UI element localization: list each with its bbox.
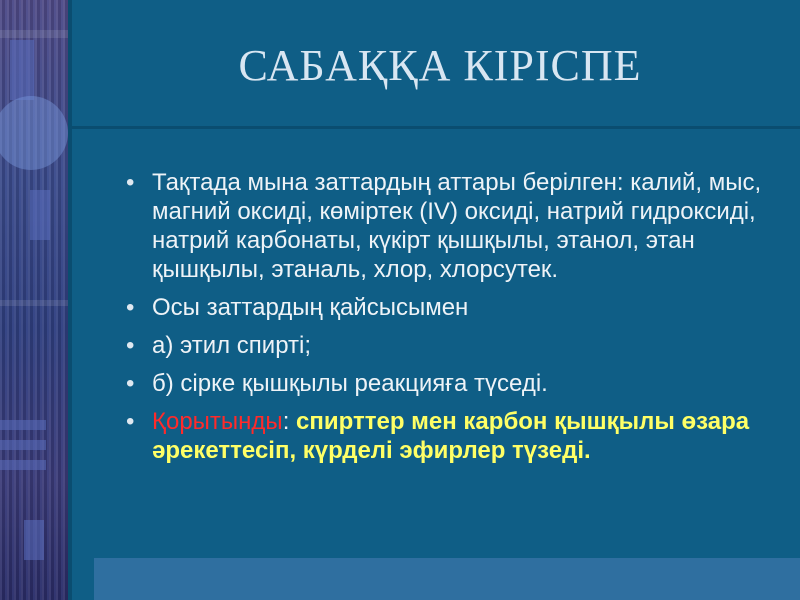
conclusion-text: спирттер мен карбон қышқылы өзара әрекеттесіп, күрделі эфирлер түзеді. (152, 408, 750, 464)
bullet-text: Тақтада мына заттардың аттары берілген: калий, мыс, магний оксиді, көміртек (IV) оксиді, натрий гидроксиді, натрий карбонаты, күкірт қышқылы, этанол, этан қышқылы, этаналь, хлор, хлорсутек. (152, 169, 762, 283)
decorative-stripe (0, 300, 68, 306)
bullet-text: а) этил спирті; (152, 332, 312, 359)
decorative-square (0, 460, 46, 470)
slide-title: САБАҚҚА КІРІСПЕ (238, 41, 642, 90)
bullet-item (118, 293, 778, 322)
conclusion-item (118, 407, 778, 465)
decorative-bottom-bar (94, 558, 800, 600)
bullet-marker: • (126, 332, 135, 359)
vertical-divider (68, 0, 72, 600)
decorative-circle (0, 96, 68, 170)
decorative-square (30, 190, 50, 240)
decorative-stripe (0, 30, 68, 38)
bullet-item (118, 369, 778, 398)
decorative-square (10, 40, 34, 100)
decorative-square (24, 520, 44, 560)
bullet-marker: • (126, 294, 135, 321)
bullet-text: б) сірке қышқылы реакцияға түседі. (152, 370, 548, 397)
bullet-item (118, 331, 778, 360)
decorative-left-band (0, 0, 68, 600)
horizontal-divider (68, 126, 800, 129)
decorative-square (0, 420, 46, 430)
conclusion-label: Қорытынды (152, 408, 283, 435)
decorative-square (0, 440, 46, 450)
conclusion-separator: : (282, 408, 297, 435)
bullet-text: Осы заттардың қайсысымен (152, 294, 469, 321)
bullet-marker: • (126, 408, 135, 435)
bullet-item (118, 168, 778, 284)
bullet-marker: • (126, 370, 135, 397)
bullet-marker: • (126, 169, 135, 196)
slide-content (118, 168, 778, 474)
